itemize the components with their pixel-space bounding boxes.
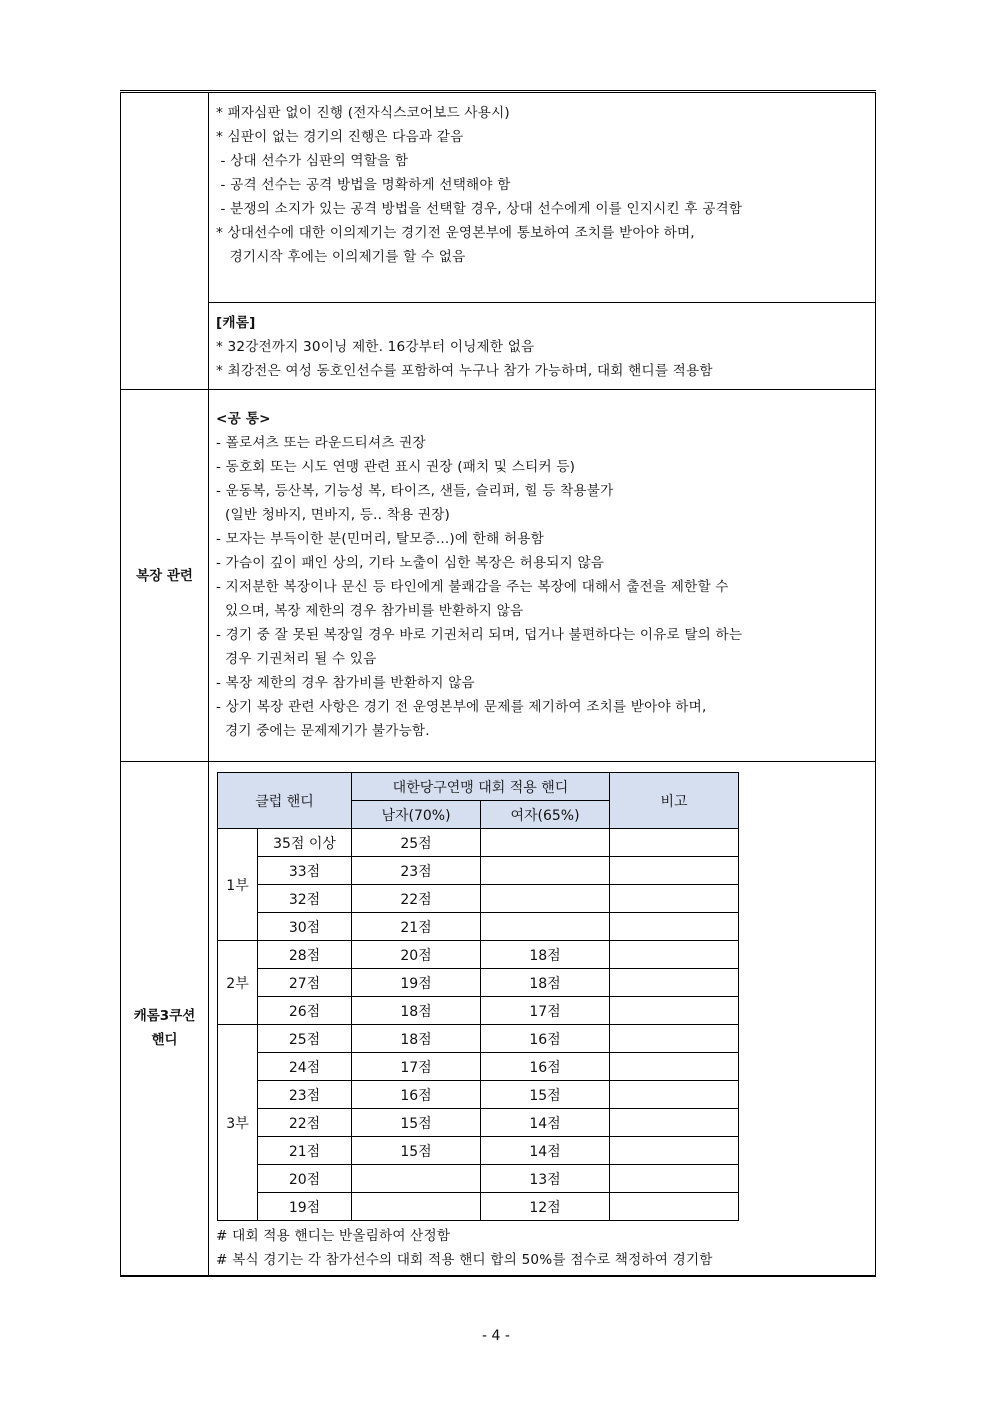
row-divider-carom <box>208 302 875 303</box>
female-cell: 12점 <box>481 1193 610 1221</box>
male-cell: 22점 <box>352 885 481 913</box>
row-divider-dress <box>120 389 876 390</box>
text-line: * 상대선수에 대한 이의제기는 경기전 운영본부에 통보하여 조치를 받아야 하며, <box>216 225 695 241</box>
note-cell <box>610 1081 739 1109</box>
female-cell <box>481 857 610 885</box>
note-cell <box>610 941 739 969</box>
female-cell <box>481 913 610 941</box>
note-cell <box>610 1193 739 1221</box>
female-cell: 17점 <box>481 997 610 1025</box>
female-cell <box>481 829 610 857</box>
female-cell <box>481 885 610 913</box>
division-cell: 1부 <box>218 829 258 941</box>
table-row <box>218 1193 739 1221</box>
division-cell: 2부 <box>218 941 258 1025</box>
header-federation-handicap: 대한당구연맹 대회 적용 핸디 <box>352 773 610 801</box>
male-cell: 16점 <box>352 1081 481 1109</box>
male-cell: 15점 <box>352 1109 481 1137</box>
text-line: - 경기 중 잘 못된 복장일 경우 바로 기권처리 되며, 덥거나 불편하다는 이유로 탈의 하는 <box>216 627 743 643</box>
club-cell: 30점 <box>258 913 352 941</box>
header-male: 남자(70%) <box>352 801 481 829</box>
female-cell: 18점 <box>481 941 610 969</box>
dress-rules-text <box>216 407 742 743</box>
handicap-table <box>217 772 739 1221</box>
female-cell: 15점 <box>481 1081 610 1109</box>
club-cell: 35점 이상 <box>258 829 352 857</box>
male-cell: 19점 <box>352 969 481 997</box>
club-cell: 28점 <box>258 941 352 969</box>
handicap-label <box>121 1004 208 1052</box>
club-cell: 19점 <box>258 1193 352 1221</box>
note-cell <box>610 1137 739 1165</box>
text-line: - 가슴이 깊이 패인 상의, 기타 노출이 심한 복장은 허용되지 않음 <box>216 555 605 571</box>
male-cell: 20점 <box>352 941 481 969</box>
table-header-row <box>218 773 739 801</box>
table-row <box>218 1137 739 1165</box>
note-cell <box>610 969 739 997</box>
female-cell: 13점 <box>481 1165 610 1193</box>
male-cell: 17점 <box>352 1053 481 1081</box>
carom-title: [캐롬] <box>216 315 256 331</box>
text-line: - 분쟁의 소지가 있는 공격 방법을 선택할 경우, 상대 선수에게 이를 인지시킨 후 공격함 <box>216 201 743 217</box>
text-line: * 심판이 없는 경기의 진행은 다음과 같음 <box>216 129 464 145</box>
text-line: * 최강전은 여성 동호인선수를 포함하여 누구나 참가 가능하며, 대회 핸디를 적용함 <box>216 363 713 379</box>
female-cell: 14점 <box>481 1109 610 1137</box>
note-cell <box>610 829 739 857</box>
text-line: (일반 청바지, 면바지, 등.. 착용 권장) <box>216 507 451 523</box>
text-line: 경기시작 후에는 이의제기를 할 수 없음 <box>216 249 466 265</box>
header-female: 여자(65%) <box>481 801 610 829</box>
table-row <box>218 913 739 941</box>
note-line: # 복식 경기는 각 참가선수의 대회 적용 핸디 합의 50%를 점수로 책정하여 경기함 <box>216 1252 713 1268</box>
division-cell: 3부 <box>218 1025 258 1221</box>
note-cell <box>610 1109 739 1137</box>
club-cell: 24점 <box>258 1053 352 1081</box>
note-cell <box>610 885 739 913</box>
club-cell: 22점 <box>258 1109 352 1137</box>
text-line: - 지저분한 복장이나 문신 등 타인에게 불쾌감을 주는 복장에 대해서 출전을 제한할 수 <box>216 579 729 595</box>
male-cell: 25점 <box>352 829 481 857</box>
club-cell: 26점 <box>258 997 352 1025</box>
carom-rules-text <box>216 311 713 383</box>
page-number: - 4 - <box>482 1328 510 1344</box>
text-line: 경기 중에는 문제제기가 불가능함. <box>216 723 430 739</box>
table-row <box>218 1025 739 1053</box>
table-row <box>218 1165 739 1193</box>
text-line: - 폴로셔츠 또는 라운드티셔츠 권장 <box>216 435 426 451</box>
handicap-label-line2: 핸디 <box>151 1032 178 1048</box>
text-line: * 32강전까지 30이닝 제한. 16강부터 이닝제한 없음 <box>216 339 535 355</box>
note-cell <box>610 997 739 1025</box>
male-cell: 18점 <box>352 997 481 1025</box>
club-cell: 25점 <box>258 1025 352 1053</box>
male-cell: 23점 <box>352 857 481 885</box>
club-cell: 32점 <box>258 885 352 913</box>
club-cell: 27점 <box>258 969 352 997</box>
text-line: 경우 기권처리 될 수 있음 <box>216 651 377 667</box>
female-cell: 14점 <box>481 1137 610 1165</box>
table-row <box>218 1053 739 1081</box>
row-divider-handicap <box>120 761 876 762</box>
note-cell <box>610 913 739 941</box>
table-row <box>218 857 739 885</box>
male-cell: 18점 <box>352 1025 481 1053</box>
note-cell <box>610 1053 739 1081</box>
note-cell <box>610 1025 739 1053</box>
club-cell: 23점 <box>258 1081 352 1109</box>
text-line: - 상대 선수가 심판의 역할을 함 <box>216 153 409 169</box>
dress-label: 복장 관련 <box>136 568 193 584</box>
table-row <box>218 1109 739 1137</box>
club-cell: 21점 <box>258 1137 352 1165</box>
header-club-handicap: 클럽 핸디 <box>218 773 352 829</box>
text-line: - 모자는 부득이한 분(민머리, 탈모증...)에 한해 허용함 <box>216 531 544 547</box>
handicap-notes <box>216 1224 713 1272</box>
table-row <box>218 885 739 913</box>
text-line: - 복장 제한의 경우 참가비를 반환하지 않음 <box>216 675 475 691</box>
table-row <box>218 1081 739 1109</box>
note-cell <box>610 1165 739 1193</box>
female-cell: 16점 <box>481 1025 610 1053</box>
text-line: - 공격 선수는 공격 방법을 명확하게 선택해야 함 <box>216 177 511 193</box>
club-cell: 20점 <box>258 1165 352 1193</box>
referee-rules-text <box>216 101 742 269</box>
text-line: - 동호회 또는 시도 연맹 관련 표시 권장 (패치 및 스티커 등) <box>216 459 576 475</box>
note-line: # 대회 적용 핸디는 반올림하여 산정함 <box>216 1228 451 1244</box>
male-cell <box>352 1165 481 1193</box>
table-row <box>218 997 739 1025</box>
table-label-divider <box>208 92 209 1276</box>
text-line: - 운동복, 등산복, 기능성 복, 타이즈, 샌들, 슬리퍼, 힐 등 착용불가 <box>216 483 614 499</box>
note-cell <box>610 857 739 885</box>
handicap-label-line1: 캐롬3쿠션 <box>133 1008 196 1024</box>
table-right-border <box>875 92 876 1276</box>
female-cell: 18점 <box>481 969 610 997</box>
club-cell: 33점 <box>258 857 352 885</box>
male-cell <box>352 1193 481 1221</box>
male-cell: 15점 <box>352 1137 481 1165</box>
text-line: * 패자심판 없이 진행 (전자식스코어보드 사용시) <box>216 105 510 121</box>
text-line: 있으며, 복장 제한의 경우 참가비를 반환하지 않음 <box>216 603 524 619</box>
male-cell: 21점 <box>352 913 481 941</box>
table-row <box>218 941 739 969</box>
header-note: 비고 <box>610 773 739 829</box>
female-cell: 16점 <box>481 1053 610 1081</box>
table-row <box>218 829 739 857</box>
text-line: - 상기 복장 관련 사항은 경기 전 운영본부에 문제를 제기하여 조치를 받아야 하며, <box>216 699 707 715</box>
dress-title: <공 통> <box>216 411 271 427</box>
table-row <box>218 969 739 997</box>
table-left-border <box>120 92 121 1276</box>
